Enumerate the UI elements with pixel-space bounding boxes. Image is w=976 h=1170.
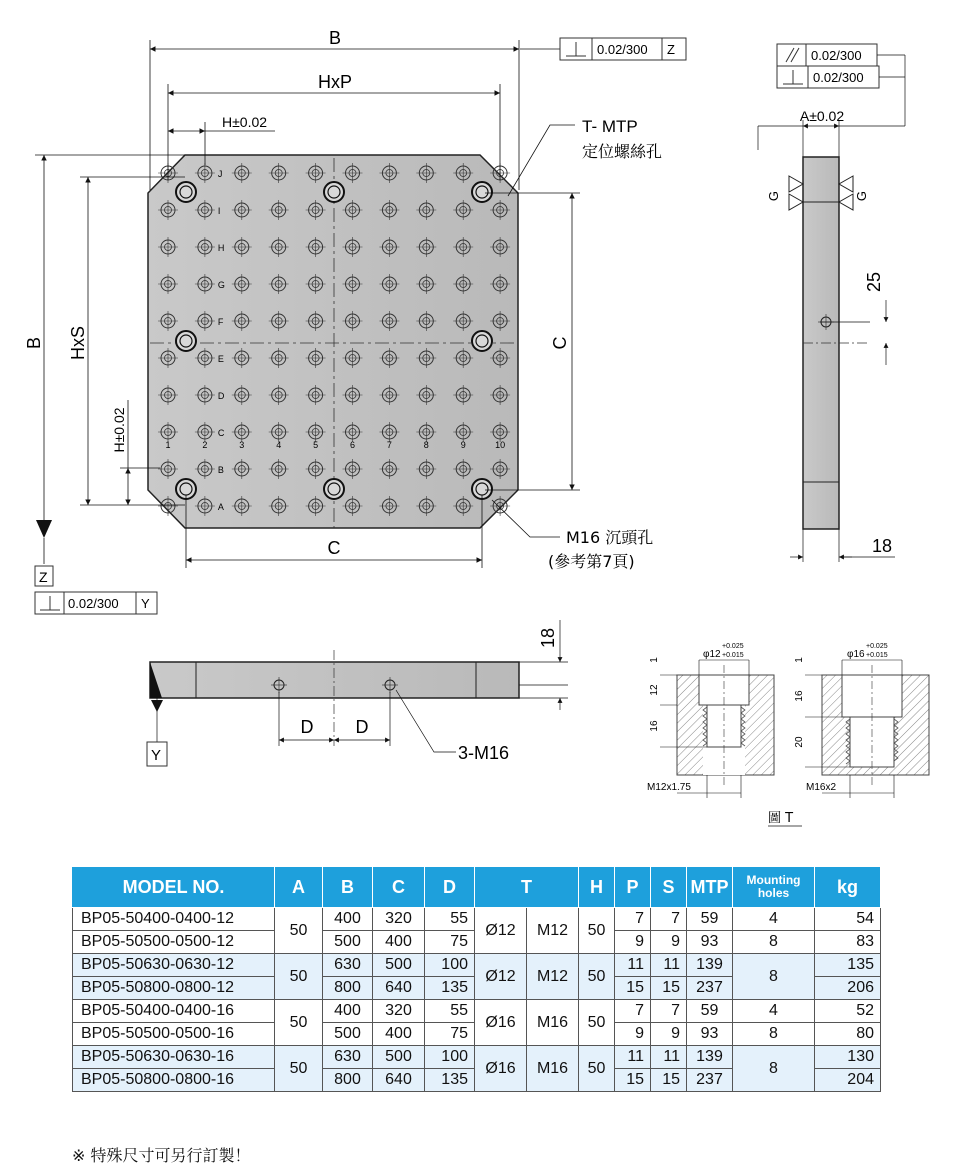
col-header: MTP	[687, 867, 733, 908]
counterbore-hole	[472, 331, 492, 351]
m16-label: M16 沉頭孔	[566, 528, 654, 547]
tol-value-y: 0.02/300	[68, 596, 119, 611]
cell-b: 800	[323, 1069, 373, 1092]
col-header: H	[579, 867, 615, 908]
cell-t1: Ø12	[475, 954, 527, 1000]
detail-left-tol-up: +0.025	[722, 643, 744, 650]
col-header: MODEL NO.	[73, 867, 275, 908]
dim-b-label: B	[328, 28, 342, 48]
detail-right-top: 1	[794, 657, 805, 663]
cell-mtp: 237	[687, 1069, 733, 1092]
cell-a: 50	[275, 908, 323, 954]
cell-d: 135	[425, 977, 475, 1000]
cell-b: 400	[323, 1000, 373, 1023]
cell-model: BP05-50630-0630-16	[73, 1046, 275, 1069]
row-letter: I	[217, 206, 221, 216]
dim-hxp-label: HxP	[317, 72, 353, 92]
counterbore-hole	[324, 182, 344, 202]
tol-value: 0.02/300	[597, 42, 648, 57]
cell-t2: M16	[527, 1046, 579, 1092]
dim-h-label: H±0.02	[222, 114, 268, 130]
detail-left-tol-low: +0.015	[722, 652, 744, 659]
cell-h: 50	[579, 1046, 615, 1092]
cell-mtp: 139	[687, 954, 733, 977]
cell-mh: 4	[733, 1000, 815, 1023]
col-header: T	[475, 867, 579, 908]
column-number: 4	[276, 440, 282, 450]
cell-p: 9	[615, 1023, 651, 1046]
front-view	[147, 620, 568, 766]
col-header: B	[323, 867, 373, 908]
tmtp-label: T- MTP	[582, 117, 638, 136]
cell-c: 320	[373, 908, 425, 931]
cell-model: BP05-50800-0800-16	[73, 1069, 275, 1092]
cell-b: 630	[323, 1046, 373, 1069]
cell-c: 640	[373, 977, 425, 1000]
col-header: Mounting holes	[733, 867, 815, 908]
cell-c: 400	[373, 931, 425, 954]
cell-mtp: 93	[687, 1023, 733, 1046]
row-letter: E	[217, 354, 224, 364]
cell-mtp: 59	[687, 1000, 733, 1023]
cell-b: 800	[323, 977, 373, 1000]
cell-model: BP05-50800-0800-12	[73, 977, 275, 1000]
row-letter: A	[217, 502, 224, 512]
cell-kg: 206	[815, 977, 881, 1000]
detail-right-dia: φ16	[847, 649, 865, 660]
cell-t2: M12	[527, 908, 579, 954]
col-header: S	[651, 867, 687, 908]
dim-25: 25	[864, 271, 884, 293]
cell-mh: 4	[733, 908, 815, 931]
datum-y: Y	[151, 747, 162, 764]
cell-c: 500	[373, 954, 425, 977]
cell-mh: 8	[733, 954, 815, 1000]
cell-p: 15	[615, 1069, 651, 1092]
cell-p: 15	[615, 977, 651, 1000]
cell-model: BP05-50630-0630-12	[73, 954, 275, 977]
cell-s: 9	[651, 1023, 687, 1046]
cell-mh: 8	[733, 1023, 815, 1046]
row-letter: J	[217, 169, 223, 179]
grind-mark-right: G	[854, 190, 869, 202]
cell-a: 50	[275, 1046, 323, 1092]
cell-s: 7	[651, 908, 687, 931]
table-row	[73, 954, 881, 977]
tol-perp-side: 0.02/300	[813, 70, 864, 85]
cell-p: 11	[615, 954, 651, 977]
row-letter: D	[217, 391, 225, 401]
cell-c: 320	[373, 1000, 425, 1023]
cell-mtp: 237	[687, 977, 733, 1000]
column-number: 9	[460, 440, 466, 450]
cell-kg: 80	[815, 1023, 881, 1046]
cell-kg: 135	[815, 954, 881, 977]
cell-p: 7	[615, 1000, 651, 1023]
cell-s: 11	[651, 1046, 687, 1069]
dim-hxs-label: HxS	[68, 325, 88, 361]
cell-t1: Ø12	[475, 908, 527, 954]
detail-caption: 圖 T	[768, 811, 794, 826]
cell-t1: Ø16	[475, 1000, 527, 1046]
column-number: 3	[239, 440, 245, 450]
column-number: 10	[495, 440, 506, 450]
counterbore-hole	[324, 479, 344, 499]
detail-left-d1: 12	[649, 684, 660, 696]
m16-ref: (參考第7頁)	[548, 552, 635, 571]
cell-s: 11	[651, 954, 687, 977]
cell-s: 7	[651, 1000, 687, 1023]
dim-h-left-label: H±0.02	[111, 407, 127, 453]
cell-t2: M12	[527, 954, 579, 1000]
cell-d: 100	[425, 1046, 475, 1069]
dim-18-side: 18	[872, 536, 893, 556]
grind-mark-left: G	[766, 190, 781, 202]
table-header-row	[73, 867, 881, 908]
cell-mtp: 59	[687, 908, 733, 931]
column-number: 8	[423, 440, 429, 450]
cell-p: 7	[615, 908, 651, 931]
cell-s: 15	[651, 977, 687, 1000]
table-row	[73, 908, 881, 931]
col-header: P	[615, 867, 651, 908]
cell-c: 400	[373, 1023, 425, 1046]
datum-z: Z	[39, 569, 48, 585]
cell-h: 50	[579, 908, 615, 954]
datum-z-box	[35, 566, 157, 614]
column-number: 2	[202, 440, 208, 450]
row-letter: B	[217, 465, 224, 475]
cell-t2: M16	[527, 1000, 579, 1046]
column-number: 1	[165, 440, 171, 450]
table-row	[73, 1046, 881, 1069]
row-letter: F	[217, 317, 224, 327]
cell-d: 55	[425, 908, 475, 931]
dim-18-front: 18	[538, 627, 558, 649]
cell-a: 50	[275, 1000, 323, 1046]
dim-c-bottom-label: C	[327, 538, 341, 558]
cell-a: 50	[275, 954, 323, 1000]
detail-right-tol-up: +0.025	[866, 643, 888, 650]
cell-h: 50	[579, 954, 615, 1000]
col-header: A	[275, 867, 323, 908]
cell-mtp: 93	[687, 931, 733, 954]
detail-left-top: 1	[649, 657, 660, 663]
cell-model: BP05-50400-0400-12	[73, 908, 275, 931]
detail-left-d2: 16	[649, 720, 660, 732]
dim-c-right-label: C	[550, 336, 570, 350]
cell-mh: 8	[733, 931, 815, 954]
col-header: D	[425, 867, 475, 908]
cell-h: 50	[579, 1000, 615, 1046]
side-view	[758, 108, 905, 562]
cell-b: 400	[323, 908, 373, 931]
tmtp-callout	[508, 117, 662, 196]
tolerance-box-z	[520, 38, 686, 60]
detail-t-right	[794, 643, 929, 798]
cell-mtp: 139	[687, 1046, 733, 1069]
detail-left-thread: M12x1.75	[647, 782, 691, 793]
cell-model: BP05-50400-0400-16	[73, 1000, 275, 1023]
spec-table	[72, 866, 881, 1092]
column-number: 6	[349, 440, 356, 450]
col-header: C	[373, 867, 425, 908]
detail-right-thread: M16x2	[806, 782, 837, 793]
counterbore-hole	[176, 182, 196, 202]
cell-d: 135	[425, 1069, 475, 1092]
cell-d: 55	[425, 1000, 475, 1023]
cell-p: 11	[615, 1046, 651, 1069]
row-letter: G	[217, 280, 225, 290]
cell-d: 100	[425, 954, 475, 977]
cell-d: 75	[425, 931, 475, 954]
tmtp-desc: 定位螺絲孔	[582, 142, 663, 161]
cell-b: 630	[323, 954, 373, 977]
detail-right-d2: 20	[794, 736, 805, 748]
top-view	[148, 155, 518, 528]
cell-model: BP05-50500-0500-16	[73, 1023, 275, 1046]
detail-t-left	[647, 643, 774, 798]
cell-s: 9	[651, 931, 687, 954]
cell-kg: 130	[815, 1046, 881, 1069]
cell-b: 500	[323, 1023, 373, 1046]
callout-3m16: 3-M16	[458, 743, 510, 763]
counterbore-hole	[176, 331, 196, 351]
footnote: ※ 特殊尺寸可另行訂製！	[72, 1146, 251, 1165]
dim-d-right: D	[355, 717, 369, 737]
cell-kg: 204	[815, 1069, 881, 1092]
column-number: 5	[313, 440, 319, 450]
dim-d-left: D	[300, 717, 314, 737]
dim-b-left-label: B	[24, 336, 44, 350]
table-row	[73, 1000, 881, 1023]
cell-c: 640	[373, 1069, 425, 1092]
tol-ref-z: Z	[667, 42, 675, 57]
col-header: kg	[815, 867, 881, 908]
detail-left-dia: φ12	[703, 649, 721, 660]
m16-callout	[492, 500, 653, 571]
tol-ref-y: Y	[141, 596, 150, 611]
cell-kg: 52	[815, 1000, 881, 1023]
cell-t1: Ø16	[475, 1046, 527, 1092]
cell-kg: 54	[815, 908, 881, 931]
detail-right-d1: 16	[794, 690, 805, 702]
dim-a: A±0.02	[799, 108, 845, 124]
detail-right-tol-low: +0.015	[866, 652, 888, 659]
cell-b: 500	[323, 931, 373, 954]
cell-model: BP05-50500-0500-12	[73, 931, 275, 954]
counterbore-hole	[472, 182, 492, 202]
cell-s: 15	[651, 1069, 687, 1092]
row-letter: C	[217, 428, 225, 438]
cell-mh: 8	[733, 1046, 815, 1092]
cell-d: 75	[425, 1023, 475, 1046]
cell-c: 500	[373, 1046, 425, 1069]
column-number: 7	[386, 440, 392, 450]
cell-p: 9	[615, 931, 651, 954]
row-letter: H	[217, 243, 225, 253]
tol-parallel: 0.02/300	[811, 48, 862, 63]
cell-kg: 83	[815, 931, 881, 954]
